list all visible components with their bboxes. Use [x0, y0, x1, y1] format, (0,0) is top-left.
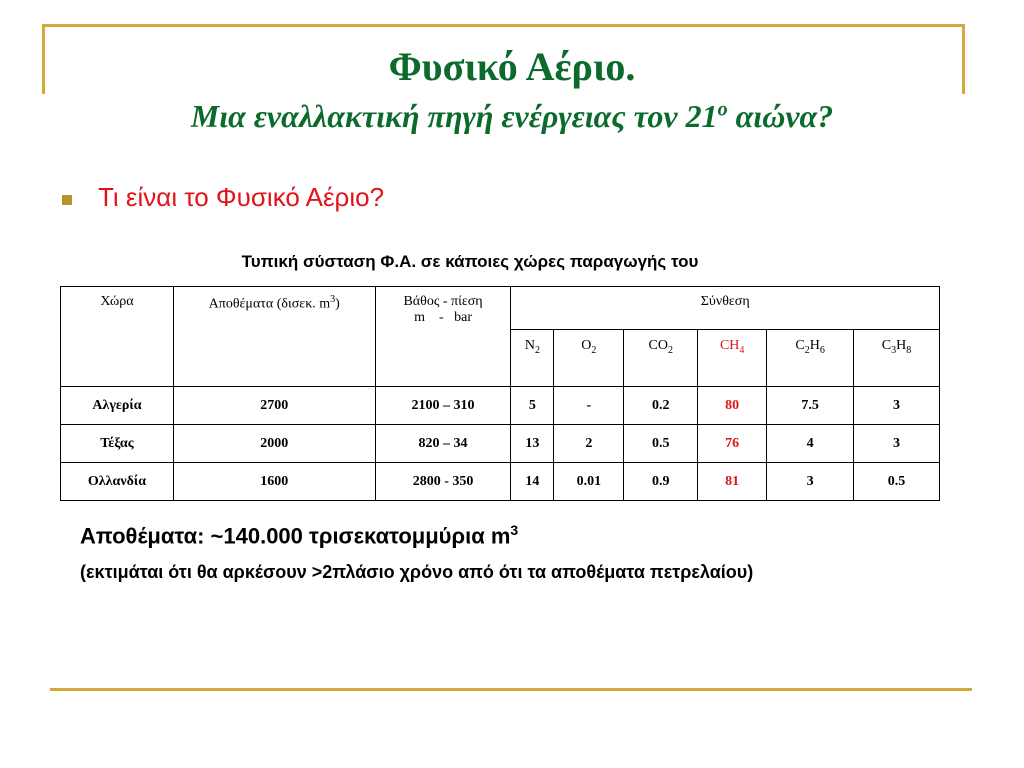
cell-n2: 5: [511, 387, 554, 425]
cell-n2: 13: [511, 425, 554, 463]
table-row: [61, 387, 940, 425]
cell-country: Τέξας: [61, 425, 174, 463]
estimate-note: (εκτιμάται ότι θα αρκέσουν >2πλάσιο χρόνο από ότι τα αποθέματα πετρελαίου): [80, 562, 754, 582]
component-base2: H: [896, 338, 907, 353]
component-sub: 4: [739, 344, 745, 356]
cell-c2h6: 4: [767, 425, 854, 463]
component-base: CO: [648, 338, 668, 353]
component-base: CH: [719, 338, 740, 353]
component-sub2: 8: [906, 344, 912, 356]
cell-depth-pressure: 2100 – 310: [375, 387, 511, 425]
table-row: [61, 463, 940, 501]
cell-co2: 0.2: [624, 387, 698, 425]
cell-reserves: 2700: [173, 387, 375, 425]
reserves-statement: [80, 522, 518, 549]
cell-c3h8: 0.5: [854, 463, 940, 501]
cell-depth-pressure: 820 – 34: [375, 425, 511, 463]
header-component-4: [767, 330, 854, 387]
component-sub: 2: [667, 344, 673, 356]
cell-country: Ολλανδία: [61, 463, 174, 501]
header-component-3: [698, 330, 767, 387]
reserves-text: Αποθέματα: ~140.000 τρισεκατομμύρια m: [80, 523, 511, 549]
header-component-0: [511, 330, 554, 387]
component-sub: 2: [591, 344, 597, 356]
cell-depth-pressure: 2800 - 350: [375, 463, 511, 501]
header-component-5: [854, 330, 940, 387]
table-caption: Τυπική σύσταση Φ.Α. σε κάποιες χώρες παραγωγής του: [241, 252, 699, 271]
cell-reserves: 2000: [173, 425, 375, 463]
header-reserves: [173, 287, 375, 387]
table-header-row: [61, 287, 940, 330]
cell-c2h6: 3: [767, 463, 854, 501]
cell-ch4: 76: [698, 425, 767, 463]
subtitle-end-text: αιώνα?: [727, 98, 834, 134]
cell-o2: 0.01: [554, 463, 624, 501]
component-base2: H: [809, 338, 820, 353]
header-depth-line1: Βάθος - πίεση: [403, 294, 483, 309]
cell-c3h8: 3: [854, 425, 940, 463]
frame-left-line: [42, 24, 45, 94]
header-component-2: [624, 330, 698, 387]
table-row: [61, 425, 940, 463]
header-reserves-sup: 3: [330, 294, 336, 305]
slide-subtitle: [50, 96, 974, 136]
component-base: O: [581, 338, 592, 353]
header-depth-line2: m - bar: [414, 310, 472, 325]
cell-n2: 14: [511, 463, 554, 501]
component-sub: 2: [804, 344, 810, 356]
header-reserves-close: ): [335, 296, 340, 312]
composition-table: [60, 286, 940, 501]
component-sub: 2: [534, 344, 540, 356]
component-base: C: [881, 338, 892, 353]
slide-title-block: [50, 40, 974, 136]
header-reserves-text: Αποθέματα (δισεκ. m: [208, 296, 331, 312]
reserves-unit-sup: 3: [510, 522, 519, 538]
header-country: Χώρα: [61, 287, 174, 387]
cell-c3h8: 3: [854, 387, 940, 425]
cell-c2h6: 7.5: [767, 387, 854, 425]
cell-o2: -: [554, 387, 624, 425]
component-base: C: [795, 338, 805, 353]
frame-top-line: [42, 24, 964, 27]
component-base: N: [524, 338, 535, 353]
bullet-text: Τι είναι το Φυσικό Αέριο?: [98, 182, 385, 212]
cell-ch4: 81: [698, 463, 767, 501]
slide-title: Φυσικό Αέριο.: [388, 44, 636, 89]
component-sub: 3: [891, 344, 897, 356]
cell-co2: 0.5: [624, 425, 698, 463]
table-body: [61, 387, 940, 501]
cell-co2: 0.9: [624, 463, 698, 501]
header-component-1: [554, 330, 624, 387]
component-sub2: 6: [819, 344, 825, 356]
subtitle-main-text: Μια εναλλακτική πηγή ενέργειας τον 21: [190, 98, 718, 134]
frame-bottom-line: [50, 688, 972, 691]
cell-reserves: 1600: [173, 463, 375, 501]
cell-ch4: 80: [698, 387, 767, 425]
cell-country: Αλγερία: [61, 387, 174, 425]
bullet-item: [62, 182, 384, 213]
bullet-square-icon: [62, 195, 72, 205]
header-composition: Σύνθεση: [511, 287, 940, 330]
cell-o2: 2: [554, 425, 624, 463]
header-depth-pressure: [375, 287, 511, 387]
subtitle-ordinal-sup: ο: [717, 98, 728, 121]
